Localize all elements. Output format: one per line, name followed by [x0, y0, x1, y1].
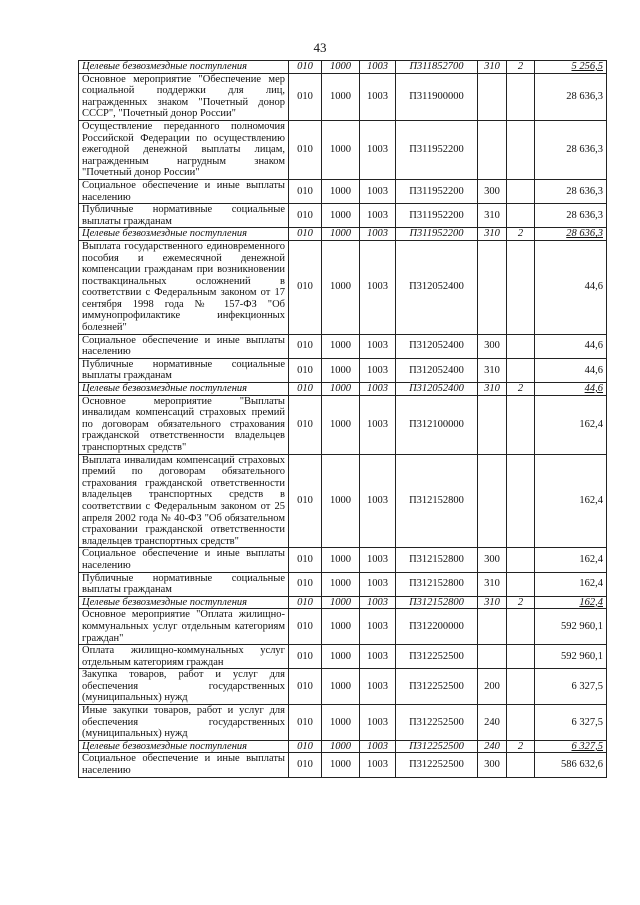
- expense-type-code: [478, 609, 507, 645]
- section-code: 1000: [322, 548, 360, 572]
- subsection-code: 1003: [360, 395, 396, 454]
- subsection-code: 1003: [360, 240, 396, 334]
- ministry-code: 010: [289, 240, 322, 334]
- amount: 44,6: [535, 383, 607, 396]
- target-article-code: П312152800: [396, 454, 478, 548]
- amount: 28 636,3: [535, 120, 607, 179]
- row-name: Публичные нормативные социальные выплаты гражданам: [79, 358, 289, 382]
- expense-type-code: [478, 454, 507, 548]
- amount: 162,4: [535, 596, 607, 609]
- target-article-code: П312252500: [396, 669, 478, 705]
- subsection-code: 1003: [360, 334, 396, 358]
- section-code: 1000: [322, 705, 360, 741]
- funding-source-code: [507, 609, 535, 645]
- target-article-code: П311952200: [396, 120, 478, 179]
- ministry-code: 010: [289, 120, 322, 179]
- ministry-code: 010: [289, 383, 322, 396]
- amount: 162,4: [535, 548, 607, 572]
- table-row: [79, 454, 607, 548]
- table-row: [79, 73, 607, 120]
- page-number: 43: [313, 40, 327, 55]
- subsection-code: 1003: [360, 358, 396, 382]
- row-name: Основное мероприятие "Оплата жилищно-коммунальных услуг отдельным категориям граждан": [79, 609, 289, 645]
- section-code: 1000: [322, 383, 360, 396]
- expense-type-code: 300: [478, 753, 507, 777]
- target-article-code: П311952200: [396, 179, 478, 203]
- ministry-code: 010: [289, 609, 322, 645]
- expense-type-code: 310: [478, 204, 507, 228]
- amount: 6 327,5: [535, 669, 607, 705]
- section-code: 1000: [322, 240, 360, 334]
- section-code: 1000: [322, 204, 360, 228]
- expense-type-code: [478, 240, 507, 334]
- table-row: [79, 753, 607, 777]
- section-code: 1000: [322, 179, 360, 203]
- expense-type-code: 300: [478, 548, 507, 572]
- amount: 44,6: [535, 240, 607, 334]
- target-article-code: П311952200: [396, 204, 478, 228]
- funding-source-code: 2: [507, 383, 535, 396]
- funding-source-code: [507, 669, 535, 705]
- row-name: Публичные нормативные социальные выплаты гражданам: [79, 204, 289, 228]
- row-name: Социальное обеспечение и иные выплаты населению: [79, 334, 289, 358]
- expense-type-code: [478, 120, 507, 179]
- expense-type-code: 310: [478, 572, 507, 596]
- amount: 28 636,3: [535, 73, 607, 120]
- subsection-code: 1003: [360, 120, 396, 179]
- funding-source-code: [507, 73, 535, 120]
- table-row-target-receipts: [79, 740, 607, 753]
- table-row: [79, 120, 607, 179]
- amount: 162,4: [535, 395, 607, 454]
- target-article-code: П312052400: [396, 240, 478, 334]
- row-name: Целевые безвозмездные поступления: [79, 61, 289, 74]
- subsection-code: 1003: [360, 740, 396, 753]
- row-name: Целевые безвозмездные поступления: [79, 228, 289, 241]
- section-code: 1000: [322, 669, 360, 705]
- subsection-code: 1003: [360, 645, 396, 669]
- table-row-target-receipts: [79, 228, 607, 241]
- amount: 5 256,5: [535, 61, 607, 74]
- expense-type-code: [478, 645, 507, 669]
- ministry-code: 010: [289, 740, 322, 753]
- ministry-code: 010: [289, 548, 322, 572]
- ministry-code: 010: [289, 61, 322, 74]
- target-article-code: П312152800: [396, 572, 478, 596]
- ministry-code: 010: [289, 645, 322, 669]
- ministry-code: 010: [289, 572, 322, 596]
- row-name: Социальное обеспечение и иные выплаты населению: [79, 179, 289, 203]
- amount: 162,4: [535, 572, 607, 596]
- row-name: Социальное обеспечение и иные выплаты населению: [79, 548, 289, 572]
- target-article-code: П312252500: [396, 645, 478, 669]
- section-code: 1000: [322, 61, 360, 74]
- section-code: 1000: [322, 73, 360, 120]
- amount: 586 632,6: [535, 753, 607, 777]
- target-article-code: П312100000: [396, 395, 478, 454]
- subsection-code: 1003: [360, 454, 396, 548]
- row-name: Иные закупки товаров, работ и услуг для обеспечения государственных (муниципальных) нужд: [79, 705, 289, 741]
- subsection-code: 1003: [360, 548, 396, 572]
- subsection-code: 1003: [360, 61, 396, 74]
- row-name: Выплата инвалидам компенсаций страховых премий по договорам обязательного страхования гражданской ответственности владельцев транспортных средств в соответствии с Федеральным законом от 25 апреля 2002 года № 40-ФЗ "Об обязательном страховании гражданской ответственности владельцев транспортных средств": [79, 454, 289, 548]
- amount: 162,4: [535, 454, 607, 548]
- section-code: 1000: [322, 645, 360, 669]
- table-row-target-receipts: [79, 61, 607, 74]
- row-name: Социальное обеспечение и иные выплаты населению: [79, 753, 289, 777]
- table-row: [79, 705, 607, 741]
- funding-source-code: [507, 179, 535, 203]
- subsection-code: 1003: [360, 609, 396, 645]
- table-row: [79, 572, 607, 596]
- funding-source-code: [507, 334, 535, 358]
- table-row: [79, 548, 607, 572]
- row-name: Выплата государственного единовременного пособия и ежемесячной денежной компенсации гражданам при возникновении поствакцинальных осложнений в соответствии с Федеральным законом от 17 сентября 1998 года № 157-ФЗ "Об иммунопрофилактике инфекционных болезней": [79, 240, 289, 334]
- funding-source-code: [507, 645, 535, 669]
- funding-source-code: [507, 705, 535, 741]
- section-code: 1000: [322, 740, 360, 753]
- expense-type-code: 310: [478, 383, 507, 396]
- budget-table: [78, 60, 607, 778]
- table-row: [79, 645, 607, 669]
- row-name: Целевые безвозмездные поступления: [79, 740, 289, 753]
- subsection-code: 1003: [360, 669, 396, 705]
- target-article-code: П312052400: [396, 383, 478, 396]
- table-row: [79, 240, 607, 334]
- funding-source-code: 2: [507, 228, 535, 241]
- row-name: Основное мероприятие "Обеспечение мер социальной поддержки для лиц, награжденных знаком "Почетный донор СССР", "Почетный донор России": [79, 73, 289, 120]
- row-name: Основное мероприятие "Выплаты инвалидам компенсаций страховых премий по договорам обязательного страхования гражданской ответственности владельцев транспортных средств": [79, 395, 289, 454]
- table-row: [79, 179, 607, 203]
- ministry-code: 010: [289, 669, 322, 705]
- ministry-code: 010: [289, 705, 322, 741]
- expense-type-code: 240: [478, 740, 507, 753]
- target-article-code: П312252500: [396, 753, 478, 777]
- table-row-target-receipts: [79, 383, 607, 396]
- amount: 44,6: [535, 358, 607, 382]
- subsection-code: 1003: [360, 572, 396, 596]
- table-row-target-receipts: [79, 596, 607, 609]
- section-code: 1000: [322, 753, 360, 777]
- subsection-code: 1003: [360, 705, 396, 741]
- ministry-code: 010: [289, 596, 322, 609]
- ministry-code: 010: [289, 753, 322, 777]
- section-code: 1000: [322, 395, 360, 454]
- ministry-code: 010: [289, 395, 322, 454]
- subsection-code: 1003: [360, 73, 396, 120]
- section-code: 1000: [322, 454, 360, 548]
- subsection-code: 1003: [360, 228, 396, 241]
- target-article-code: П312252500: [396, 705, 478, 741]
- expense-type-code: 300: [478, 179, 507, 203]
- target-article-code: П311952200: [396, 228, 478, 241]
- expense-type-code: 310: [478, 61, 507, 74]
- amount: 592 960,1: [535, 609, 607, 645]
- table-row: [79, 669, 607, 705]
- row-name: Закупка товаров, работ и услуг для обеспечения государственных (муниципальных) нужд: [79, 669, 289, 705]
- funding-source-code: [507, 454, 535, 548]
- target-article-code: П312200000: [396, 609, 478, 645]
- subsection-code: 1003: [360, 383, 396, 396]
- funding-source-code: [507, 240, 535, 334]
- row-name: Оплата жилищно-коммунальных услуг отдельным категориям граждан: [79, 645, 289, 669]
- funding-source-code: 2: [507, 61, 535, 74]
- subsection-code: 1003: [360, 204, 396, 228]
- amount: 28 636,3: [535, 179, 607, 203]
- section-code: 1000: [322, 334, 360, 358]
- section-code: 1000: [322, 228, 360, 241]
- funding-source-code: [507, 204, 535, 228]
- amount: 6 327,5: [535, 705, 607, 741]
- funding-source-code: 2: [507, 596, 535, 609]
- subsection-code: 1003: [360, 179, 396, 203]
- ministry-code: 010: [289, 454, 322, 548]
- target-article-code: П311852700: [396, 61, 478, 74]
- expense-type-code: [478, 73, 507, 120]
- row-name: Целевые безвозмездные поступления: [79, 596, 289, 609]
- expense-type-code: 240: [478, 705, 507, 741]
- table-row: [79, 609, 607, 645]
- table-row: [79, 395, 607, 454]
- target-article-code: П312252500: [396, 740, 478, 753]
- section-code: 1000: [322, 596, 360, 609]
- row-name: Осуществление переданного полномочия Российской Федерации по осуществлению ежегодной денежной выплаты лицам, награжденным нагрудным знаком "Почетный донор России": [79, 120, 289, 179]
- subsection-code: 1003: [360, 596, 396, 609]
- target-article-code: П312052400: [396, 334, 478, 358]
- amount: 6 327,5: [535, 740, 607, 753]
- amount: 28 636,3: [535, 204, 607, 228]
- ministry-code: 010: [289, 334, 322, 358]
- budget-table-body: [79, 61, 607, 778]
- amount: 44,6: [535, 334, 607, 358]
- funding-source-code: [507, 120, 535, 179]
- expense-type-code: 310: [478, 228, 507, 241]
- row-name: Публичные нормативные социальные выплаты гражданам: [79, 572, 289, 596]
- funding-source-code: [507, 548, 535, 572]
- section-code: 1000: [322, 358, 360, 382]
- ministry-code: 010: [289, 228, 322, 241]
- section-code: 1000: [322, 609, 360, 645]
- target-article-code: П312052400: [396, 358, 478, 382]
- target-article-code: П312152800: [396, 596, 478, 609]
- ministry-code: 010: [289, 73, 322, 120]
- row-name: Целевые безвозмездные поступления: [79, 383, 289, 396]
- amount: 592 960,1: [535, 645, 607, 669]
- expense-type-code: 200: [478, 669, 507, 705]
- table-row: [79, 204, 607, 228]
- section-code: 1000: [322, 572, 360, 596]
- expense-type-code: [478, 395, 507, 454]
- ministry-code: 010: [289, 204, 322, 228]
- funding-source-code: 2: [507, 740, 535, 753]
- table-row: [79, 358, 607, 382]
- amount: 28 636,3: [535, 228, 607, 241]
- target-article-code: П311900000: [396, 73, 478, 120]
- funding-source-code: [507, 753, 535, 777]
- section-code: 1000: [322, 120, 360, 179]
- ministry-code: 010: [289, 179, 322, 203]
- subsection-code: 1003: [360, 753, 396, 777]
- funding-source-code: [507, 395, 535, 454]
- expense-type-code: 310: [478, 358, 507, 382]
- table-row: [79, 334, 607, 358]
- target-article-code: П312152800: [396, 548, 478, 572]
- funding-source-code: [507, 572, 535, 596]
- funding-source-code: [507, 358, 535, 382]
- ministry-code: 010: [289, 358, 322, 382]
- expense-type-code: 300: [478, 334, 507, 358]
- expense-type-code: 310: [478, 596, 507, 609]
